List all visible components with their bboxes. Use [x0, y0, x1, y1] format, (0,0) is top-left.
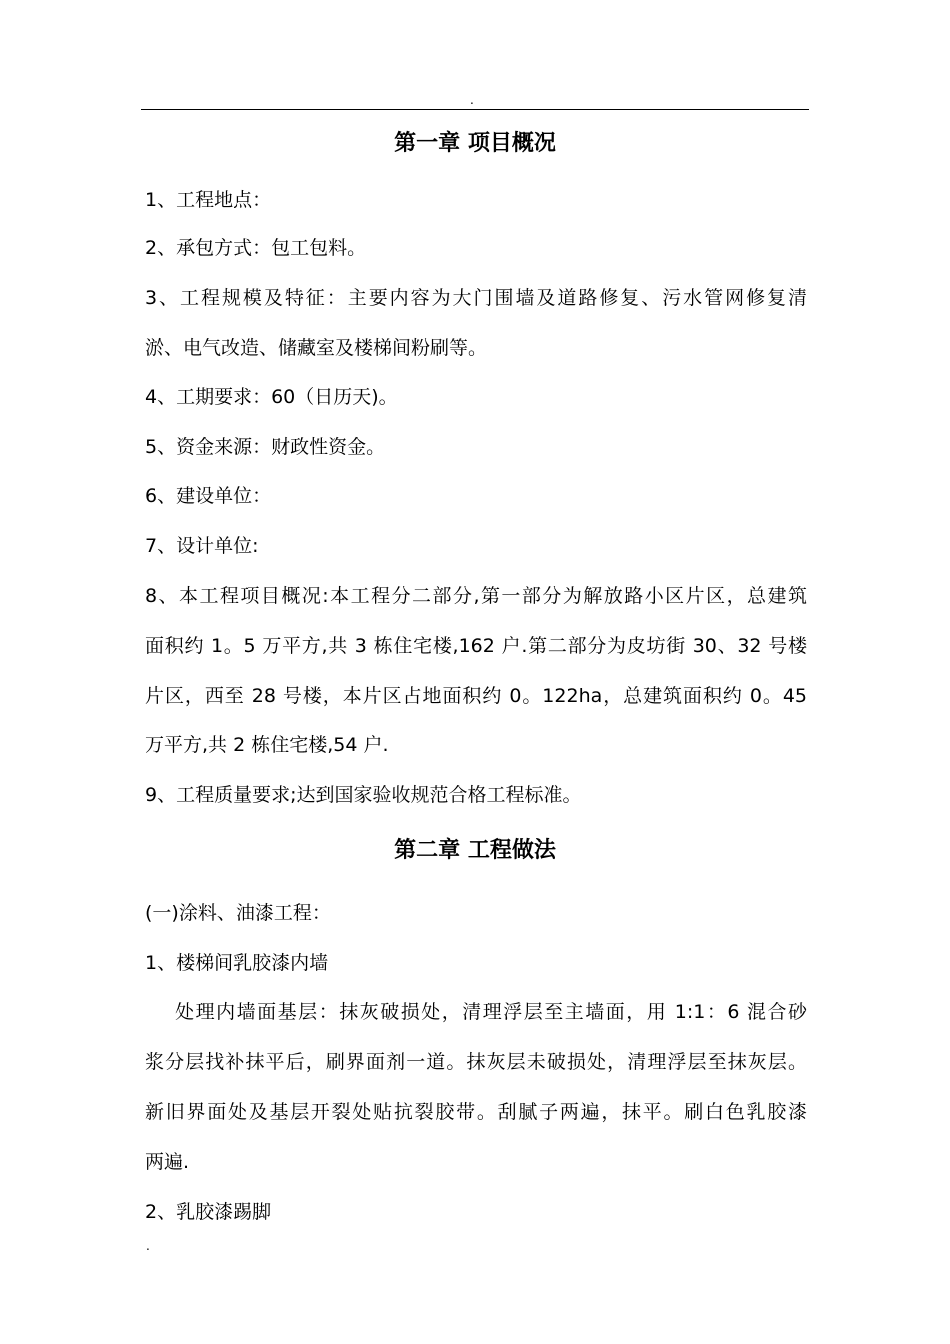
- chapter-2-title: 第二章 工程做法: [394, 838, 556, 863]
- item-funding-source: 5、资金来源：财政性资金。: [145, 436, 386, 458]
- paragraph-line2: 浆分层找补抹平后，刷界面剂一道。抹灰层未破损处，清理浮层至抹灰层。: [145, 1051, 807, 1073]
- chapter-1-title: 第一章 项目概况: [394, 131, 556, 156]
- item-overview-line2: 面积约 1。5 万平方,共 3 栋住宅楼,162 户.第二部分为皮坊街 30、32 号楼: [145, 635, 807, 657]
- section-coatings: (一)涂料、油漆工程：: [145, 902, 331, 924]
- item-project-scale-line1: 3、工程规模及特征：主要内容为大门围墙及道路修复、污水管网修复清: [145, 287, 807, 309]
- header-rule: [141, 109, 809, 110]
- paragraph-line3: 新旧界面处及基层开裂处贴抗裂胶带。刮腻子两遍，抹平。刷白色乳胶漆: [145, 1101, 807, 1123]
- item-quality-requirement: 9、工程质量要求;达到国家验收规范合格工程标准。: [145, 784, 582, 806]
- paragraph-line4: 两遍.: [145, 1151, 190, 1173]
- footer-mark: .: [146, 1239, 150, 1253]
- item-owner-unit: 6、建设单位：: [145, 485, 272, 507]
- paragraph-line1: 处理内墙面基层：抹灰破损处，清理浮层至主墙面，用 1:1：6 混合砂: [145, 1001, 807, 1023]
- item-contract-method: 2、承包方式：包工包料。: [145, 237, 367, 259]
- item-project-scale-line2: 淤、电气改造、储藏室及楼梯间粉刷等。: [145, 337, 488, 359]
- item-overview-line3: 片区，西至 28 号楼，本片区占地面积约 0。122ha，总建筑面积约 0。45: [145, 685, 807, 707]
- item-project-location: 1、工程地点：: [145, 189, 272, 211]
- subsection-skirting-paint: 2、乳胶漆踢脚: [145, 1201, 272, 1223]
- item-design-unit: 7、设计单位:: [145, 535, 259, 557]
- item-overview-line4: 万平方,共 2 栋住宅楼,54 户.: [145, 734, 389, 756]
- item-overview-line1: 8、本工程项目概况:本工程分二部分,第一部分为解放路小区片区，总建筑: [145, 585, 807, 607]
- header-mark: .: [470, 93, 474, 107]
- item-schedule: 4、工期要求：60（日历天)。: [145, 386, 398, 408]
- subsection-stair-wall-paint: 1、楼梯间乳胶漆内墙: [145, 952, 329, 974]
